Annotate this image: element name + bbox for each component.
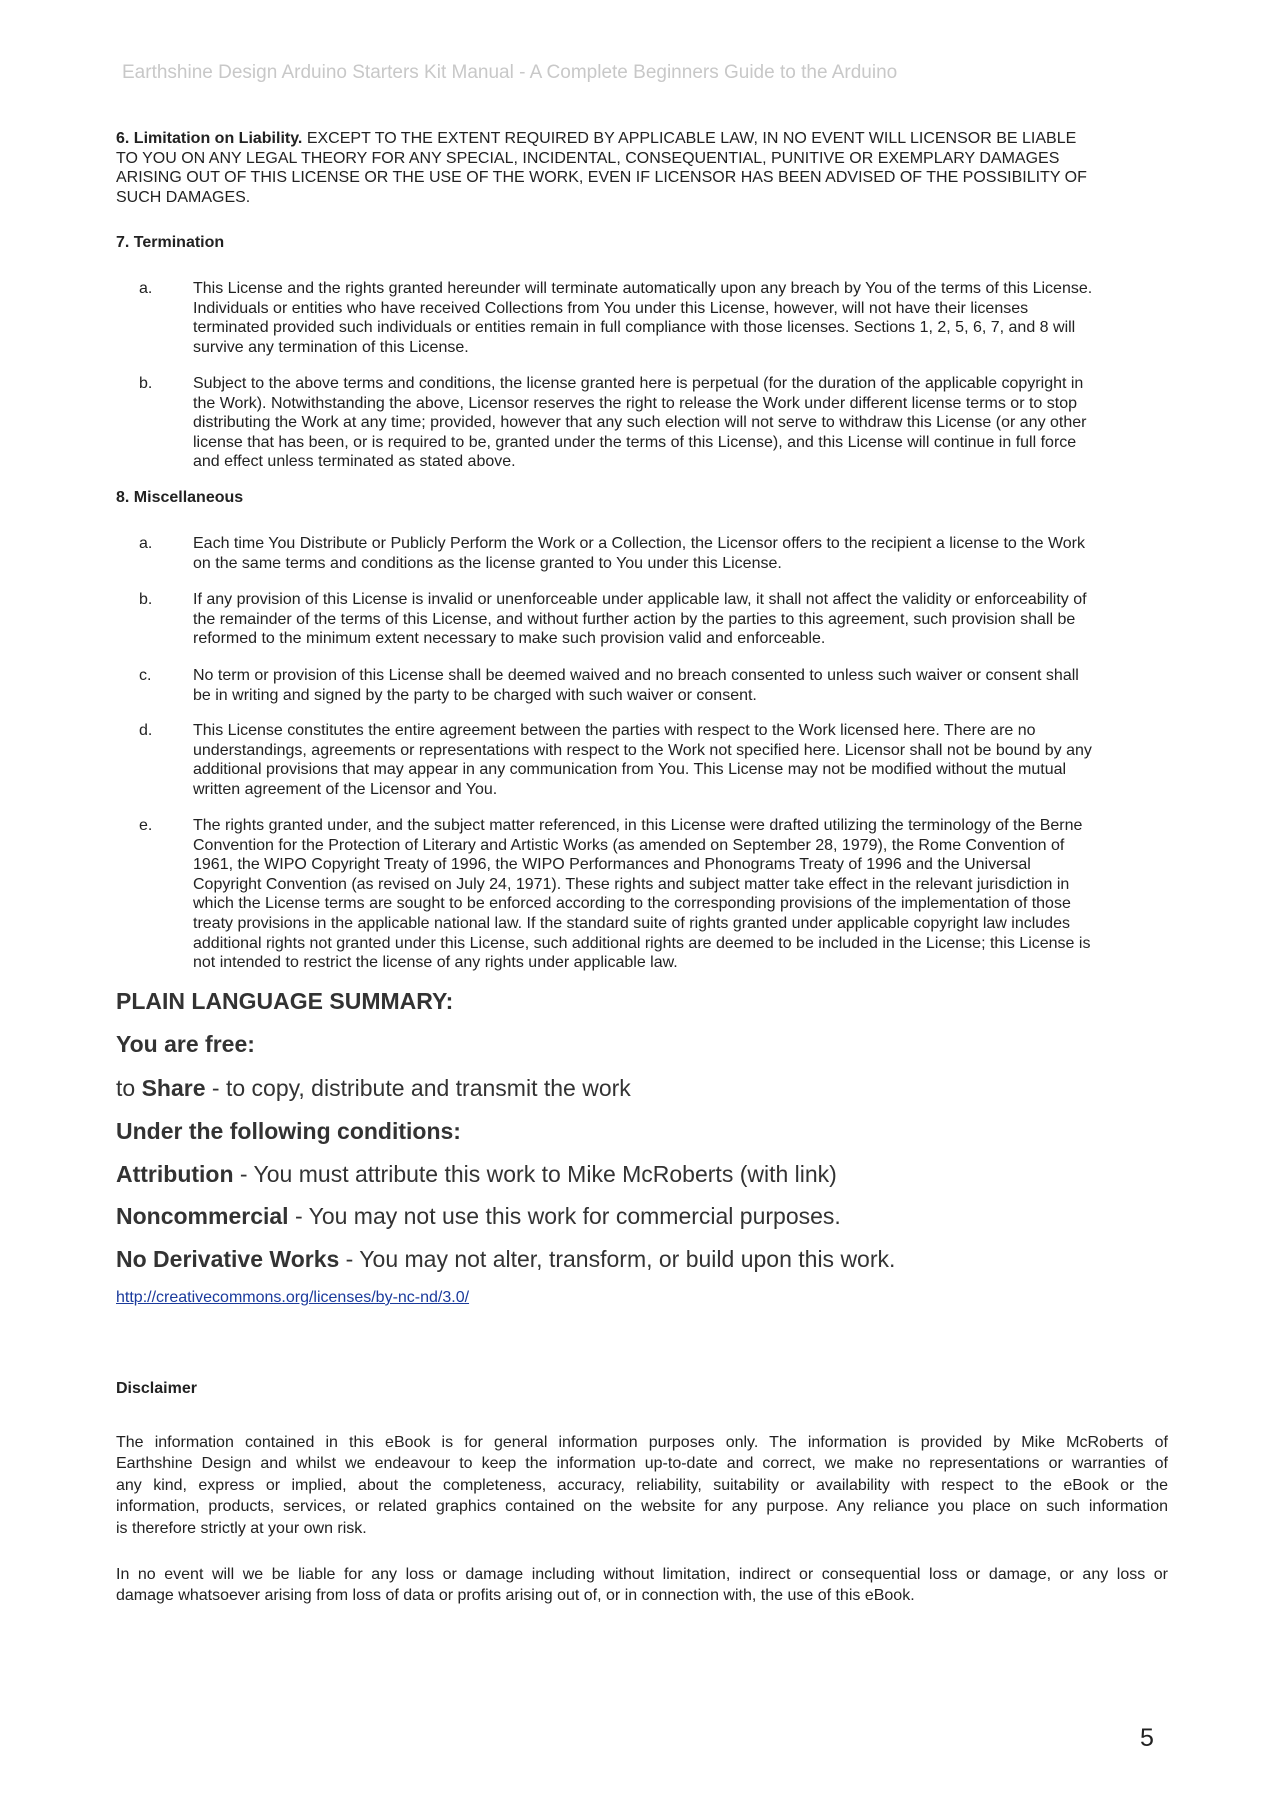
- text-line: the remainder of the terms of this License, and without further action by the parties to this agreement, such provision shall be: [193, 610, 1076, 628]
- list-item-text: [193, 590, 1087, 649]
- section-6-first-line: 6. Limitation on Liability. EXCEPT TO THE EXTENT REQUIRED BY APPLICABLE LAW, IN NO EVENT WILL LICENSOR BE LIABLE: [116, 130, 1077, 147]
- text-line: In no event will we be liable for any loss or damage including without limitation, indirect or consequential loss or damage, or any loss or: [116, 1566, 1168, 1583]
- attribution-line: Attribution - You must attribute this work to Mike McRoberts (with link): [116, 1161, 837, 1187]
- list-item-label: b.: [139, 591, 153, 608]
- text-line: license that has been, or is required to be, granted under the terms of this License), and this License will continue in full force: [193, 433, 1077, 451]
- list-item-label: d.: [139, 722, 153, 739]
- list-item-text: [193, 279, 1092, 357]
- text-line: understandings, agreements or representations with respect to the Work not specified here. Licensor shall not be bound by any: [193, 741, 1092, 759]
- disclaimer-paragraph-1: [116, 1432, 1168, 1539]
- text-line: ARISING OUT OF THIS LICENSE OR THE USE OF THE WORK, EVEN IF LICENSOR HAS BEEN ADVISED OF THE POSSIBILITY OF: [116, 169, 1087, 187]
- section-8-heading: 8. Miscellaneous: [116, 489, 244, 506]
- list-item-text: [193, 534, 1085, 573]
- text-line: Individuals or entities who have received Collections from You under this License, however, will not have their licenses: [193, 299, 1029, 317]
- section-6-limitation: [116, 129, 1087, 207]
- text-line: TO YOU ON ANY LEGAL THEORY FOR ANY SPECIAL, INCIDENTAL, CONSEQUENTIAL, PUNITIVE OR EXEMPLARY DAMAGES: [116, 149, 1060, 167]
- text-line: Earthshine Design and whilst we endeavour to keep the information up-to-date and correct, we make no representations or warranties of: [116, 1455, 1168, 1473]
- list-item-text: [193, 721, 1092, 799]
- text-line: damage whatsoever arising from loss of data or profits arising out of, or in connection with, the use of this eBook.: [116, 1587, 915, 1605]
- text-line: The information contained in this eBook is for general information purposes only. The information is provided by Mike McRoberts of: [116, 1434, 1168, 1451]
- list-item-label: a.: [139, 535, 153, 552]
- running-header: Earthshine Design Arduino Starters Kit Manual - A Complete Beginners Guide to the Arduino: [122, 62, 898, 83]
- text-line: treaty provisions in the applicable national law. If the standard suite of rights granted under applicable copyright law includes: [193, 914, 1070, 932]
- text-line: This License and the rights granted hereunder will terminate automatically upon any breach by You of the terms of this License.: [193, 280, 1093, 297]
- list-item-label: a.: [139, 280, 153, 297]
- list-item-text: [193, 374, 1086, 472]
- share-line: to Share - to copy, distribute and transmit the work: [116, 1075, 631, 1101]
- text-line: Copyright Convention (as revised on July 24, 1971). These rights and subject matter take effect in the relevant jurisdiction in: [193, 875, 1070, 893]
- list-item-text: [193, 816, 1090, 973]
- noncommercial-line: Noncommercial - You may not use this work for commercial purposes.: [116, 1203, 841, 1229]
- list-item-label: e.: [139, 817, 153, 834]
- text-line: on the same terms and conditions as the license granted to You under this License.: [193, 554, 782, 572]
- text-line: This License constitutes the entire agreement between the parties with respect to the Work licensed here. There are no: [193, 722, 1036, 739]
- text-line: any kind, express or implied, about the completeness, accuracy, reliability, suitability or availability with respect to the eBook or the: [116, 1476, 1168, 1494]
- text-line: additional rights not granted under this License, such additional rights are deemed to be included in the License; this License is: [193, 934, 1091, 952]
- text-line: written agreement of the Licensor and You.: [193, 780, 498, 798]
- text-line: the Work). Notwithstanding the above, Licensor reserves the right to release the Work under different license terms or to stop: [193, 394, 1077, 412]
- list-item-text: [193, 666, 1079, 705]
- text-line: not intended to restrict the license of any rights under applicable law.: [193, 954, 678, 972]
- text-line: is therefore strictly at your own risk.: [116, 1519, 367, 1537]
- text-line: Convention for the Protection of Literary and Artistic Works (as amended on September 28, 1979), the Rome Convention of: [193, 836, 1065, 854]
- text-line: The rights granted under, and the subject matter referenced, in this License were drafted utilizing the terminology of the Berne: [193, 817, 1083, 834]
- summary-title: PLAIN LANGUAGE SUMMARY:: [116, 988, 454, 1014]
- text-line: reformed to the minimum extent necessary to make such provision valid and enforceable.: [193, 630, 826, 648]
- disclaimer-heading: Disclaimer: [116, 1380, 197, 1397]
- you-are-free-heading: You are free:: [116, 1031, 255, 1057]
- text-line: survive any termination of this License.: [193, 338, 469, 356]
- text-line: If any provision of this License is invalid or unenforceable under applicable law, it shall not affect the validity or enforceability of: [193, 591, 1087, 608]
- disclaimer-paragraph-2: [116, 1564, 1168, 1607]
- list-item-label: c.: [139, 667, 152, 684]
- text-line: additional provisions that may appear in any communication from You. This License may not be modified without the mutual: [193, 761, 1067, 779]
- text-line: Each time You Distribute or Publicly Perform the Work or a Collection, the Licensor offers to the recipient a license to the Work: [193, 535, 1085, 552]
- text-line: information, products, services, or related graphics contained on the website for any purpose. Any reliance you place on such information: [116, 1498, 1168, 1516]
- section-7-heading: 7. Termination: [116, 234, 225, 251]
- page-number: 5: [1140, 1724, 1154, 1752]
- text-line: SUCH DAMAGES.: [116, 188, 251, 206]
- text-line: distributing the Work at any time; provided, however that any such election will not serve to withdraw this License (or any other: [193, 414, 1087, 432]
- conditions-heading: Under the following conditions:: [116, 1118, 461, 1144]
- license-link[interactable]: http://creativecommons.org/licenses/by-nc-nd/3.0/: [116, 1289, 470, 1306]
- text-line: Subject to the above terms and conditions, the license granted here is perpetual (for the duration of the applicable copyright in: [193, 375, 1084, 392]
- text-line: be in writing and signed by the party to be charged with such waiver or consent.: [193, 686, 757, 704]
- section-6-heading: 6. Limitation on Liability.: [116, 130, 303, 147]
- text-line: No term or provision of this License shall be deemed waived and no breach consented to unless such waiver or consent shall: [193, 667, 1079, 684]
- no-derivatives-line: No Derivative Works - You may not alter, transform, or build upon this work.: [116, 1246, 896, 1272]
- text-line: terminated provided such individuals or entities remain in full compliance with those licenses. Sections 1, 2, 5, 6, 7, and 8 will: [193, 319, 1076, 337]
- text-line: which the License terms are sought to be enforced according to the corresponding provisions of the implementation of those: [193, 895, 1071, 913]
- text-line: 1961, the WIPO Copyright Treaty of 1996, the WIPO Performances and Phonograms Treaty of 1996 and the Universal: [193, 856, 1031, 874]
- list-item-label: b.: [139, 375, 153, 392]
- text-line: and effect unless terminated as stated above.: [193, 453, 516, 471]
